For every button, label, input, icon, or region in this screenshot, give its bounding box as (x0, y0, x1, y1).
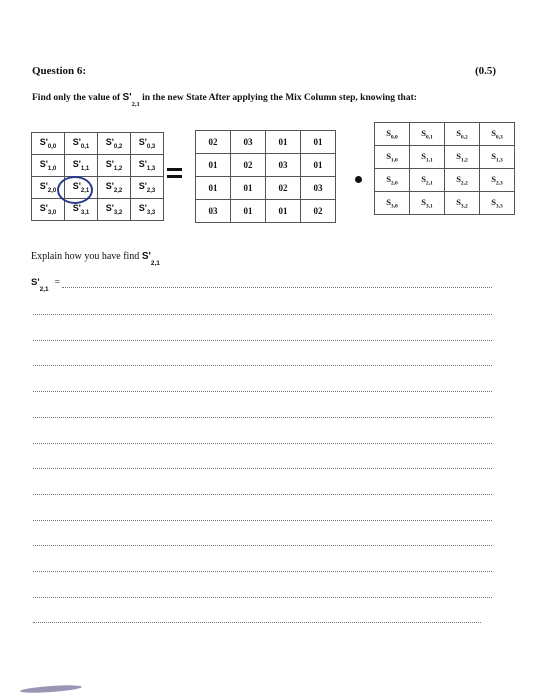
state-cell (410, 169, 445, 192)
mix-matrix-row (196, 154, 336, 177)
result-state-symbol: S' (72, 159, 81, 170)
result-state-cell (131, 177, 164, 199)
question-text-suffix: in the new State After applying the Mix Column step, knowing that: (139, 93, 417, 103)
scan-smudge (20, 684, 82, 694)
answer-line[interactable] (33, 571, 492, 572)
result-state-index: 0,3 (146, 143, 156, 150)
mix-matrix-cell: 02 (301, 200, 336, 223)
result-state-cell (98, 155, 131, 177)
result-state-index: 3,3 (146, 209, 156, 216)
result-state-cell (32, 199, 65, 221)
result-state-index: 2,2 (113, 187, 123, 194)
result-state-cell (32, 155, 65, 177)
answer-line[interactable] (33, 443, 492, 444)
state-index: 2,3 (495, 180, 503, 187)
result-state-index: 1,3 (146, 165, 156, 172)
result-state-index: 0,1 (80, 143, 90, 150)
result-state-index: 1,1 (80, 165, 90, 172)
result-state-symbol: S' (39, 159, 48, 170)
mix-matrix-cell: 01 (231, 177, 266, 200)
result-state-symbol: S' (138, 159, 147, 170)
result-state-cell (98, 177, 131, 199)
result-state-cell (98, 133, 131, 155)
result-state-index: 2,3 (146, 187, 156, 194)
question-text (32, 92, 417, 108)
result-state-symbol: S' (72, 203, 81, 214)
state-cell (375, 169, 410, 192)
state-index: 0,3 (495, 134, 503, 141)
state-index: 2,2 (460, 180, 468, 187)
result-state-index: 1,2 (113, 165, 123, 172)
result-state-index: 0,0 (47, 143, 57, 150)
state-row (375, 123, 515, 146)
mix-matrix-cell: 03 (231, 131, 266, 154)
state-symbol: S (386, 150, 391, 161)
state-cell (480, 146, 515, 169)
result-state-symbol: S' (105, 159, 114, 170)
result-state-cell (65, 133, 98, 155)
state-index: 0,1 (425, 134, 433, 141)
mix-matrix-cell: 01 (196, 177, 231, 200)
result-state-cell (131, 133, 164, 155)
state-index: 2,1 (425, 180, 433, 187)
result-state-cell (131, 155, 164, 177)
result-state-symbol: S' (105, 181, 114, 192)
result-state-index: 3,2 (113, 209, 123, 216)
mix-matrix-cell: 02 (266, 177, 301, 200)
mix-column-matrix (195, 130, 336, 223)
answer-line[interactable] (33, 622, 481, 623)
state-symbol: S (491, 127, 496, 138)
mix-matrix-cell: 01 (301, 131, 336, 154)
state-row (375, 146, 515, 169)
question-title: Question 6: (32, 65, 87, 77)
mix-matrix-cell: 01 (266, 200, 301, 223)
answer-symbol: S' (31, 277, 40, 288)
state-cell (375, 123, 410, 146)
result-state-row (32, 177, 164, 199)
mix-matrix-cell: 01 (196, 154, 231, 177)
state-index: 1,0 (390, 157, 398, 164)
state-symbol: S (421, 127, 426, 138)
mix-matrix-cell: 03 (301, 177, 336, 200)
state-cell (445, 123, 480, 146)
state-index: 1,2 (460, 157, 468, 164)
state-cell (410, 146, 445, 169)
result-state-symbol: S' (138, 181, 147, 192)
answer-label (31, 277, 61, 293)
state-symbol: S (456, 150, 461, 161)
state-symbol: S (421, 150, 426, 161)
answer-equals: = (54, 278, 61, 288)
answer-line[interactable] (62, 287, 492, 288)
mix-matrix-row (196, 200, 336, 223)
result-state-symbol: S' (39, 181, 48, 192)
answer-line[interactable] (33, 494, 492, 495)
state-symbol: S (386, 127, 391, 138)
answer-line[interactable] (33, 417, 492, 418)
mix-matrix-cell: 03 (266, 154, 301, 177)
result-state-cell (131, 199, 164, 221)
state-index: 3,0 (390, 203, 398, 210)
state-symbol: S (421, 173, 426, 184)
mix-matrix-row (196, 177, 336, 200)
result-state-index: 1,0 (47, 165, 57, 172)
answer-line[interactable] (33, 340, 492, 341)
state-cell (480, 123, 515, 146)
answer-line[interactable] (33, 545, 492, 546)
result-state-symbol: S' (72, 137, 81, 148)
result-state-row (32, 199, 164, 221)
state-index: 0,0 (390, 134, 398, 141)
mix-matrix-cell: 02 (196, 131, 231, 154)
mix-matrix-cell: 03 (196, 200, 231, 223)
result-state-symbol: S' (105, 203, 114, 214)
question-points: (0.5) (475, 65, 497, 77)
state-symbol: S (456, 196, 461, 207)
state-symbol: S (491, 173, 496, 184)
result-state-symbol: S' (138, 137, 147, 148)
result-state-symbol: S' (138, 203, 147, 214)
explain-prefix: Explain how you have find (31, 251, 142, 262)
result-state-index: 2,0 (47, 187, 57, 194)
state-matrix (374, 122, 515, 215)
state-symbol: S (386, 196, 391, 207)
state-index: 1,1 (425, 157, 433, 164)
answer-line[interactable] (33, 468, 492, 469)
state-row (375, 169, 515, 192)
state-index: 3,1 (425, 203, 433, 210)
mix-matrix-cell: 01 (266, 131, 301, 154)
state-symbol: S (491, 150, 496, 161)
state-cell (480, 192, 515, 215)
mix-matrix-cell: 01 (231, 200, 266, 223)
explain-symbol: S' (141, 251, 151, 262)
state-index: 3,3 (495, 203, 503, 210)
result-state-symbol: S' (105, 137, 114, 148)
answer-line[interactable] (33, 391, 492, 392)
answer-line[interactable] (33, 365, 492, 366)
explain-prompt (31, 251, 160, 267)
result-state-symbol: S' (39, 137, 48, 148)
state-cell (445, 169, 480, 192)
state-symbol: S (421, 196, 426, 207)
answer-line[interactable] (33, 520, 492, 521)
state-symbol: S (456, 127, 461, 138)
equals-sign (167, 166, 182, 180)
result-state-symbol: S' (39, 203, 48, 214)
result-state-cell (98, 199, 131, 221)
mix-matrix-row (196, 131, 336, 154)
result-state-row (32, 155, 164, 177)
state-index: 1,3 (495, 157, 503, 164)
state-cell (480, 169, 515, 192)
result-state-cell (65, 155, 98, 177)
answer-line[interactable] (33, 314, 492, 315)
highlight-circle (57, 176, 93, 204)
state-cell (410, 192, 445, 215)
state-index: 2,0 (390, 180, 398, 187)
question-text-prefix: Find only the value of (32, 93, 123, 103)
state-cell (445, 146, 480, 169)
mix-matrix-cell: 02 (231, 154, 266, 177)
answer-line[interactable] (33, 597, 492, 598)
result-state-index: 3,1 (80, 209, 90, 216)
state-symbol: S (456, 173, 461, 184)
question-symbol-sub: 2,1 (131, 101, 140, 108)
question-symbol: S' (122, 92, 132, 103)
state-cell (375, 146, 410, 169)
result-state-row (32, 133, 164, 155)
state-cell (410, 123, 445, 146)
state-row (375, 192, 515, 215)
state-cell (445, 192, 480, 215)
explain-symbol-sub: 2,1 (150, 260, 160, 267)
state-symbol: S (491, 196, 496, 207)
result-state-index: 3,0 (47, 209, 57, 216)
result-state-cell (32, 133, 65, 155)
state-index: 0,2 (460, 134, 468, 141)
multiplication-dot (355, 176, 362, 183)
result-state-index: 0,2 (113, 143, 123, 150)
mix-matrix-cell: 01 (301, 154, 336, 177)
state-cell (375, 192, 410, 215)
state-symbol: S (386, 173, 391, 184)
state-index: 3,2 (460, 203, 468, 210)
result-state-symbol: S' (72, 181, 81, 192)
answer-symbol-sub: 2,1 (39, 286, 49, 293)
result-state-index: 2,1 (80, 187, 90, 194)
result-state-matrix (31, 132, 164, 221)
